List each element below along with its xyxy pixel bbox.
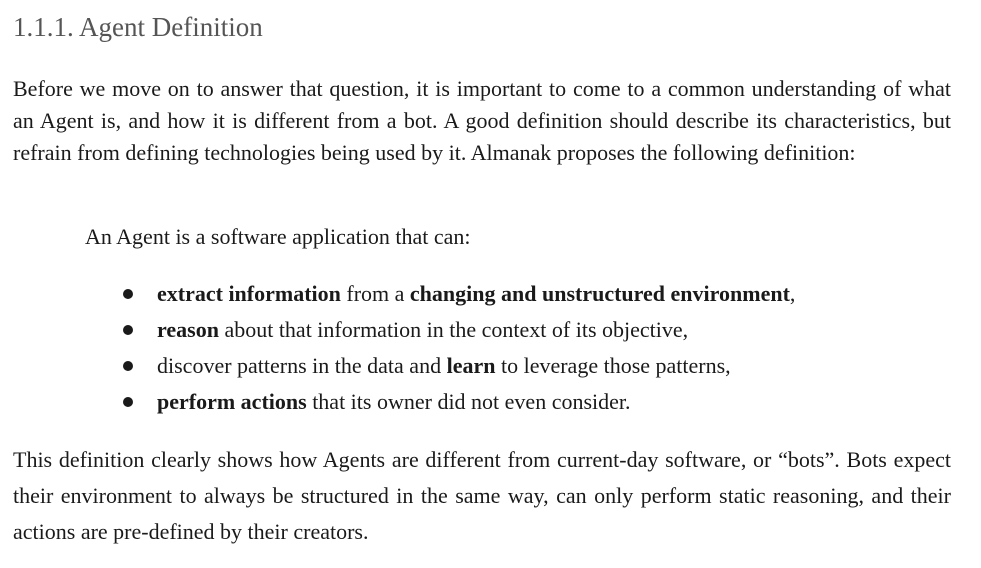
list-text: that its owner did not even consider. <box>306 389 631 414</box>
list-item <box>121 384 795 420</box>
definition-list <box>121 276 795 420</box>
conclusion-paragraph: This definition clearly shows how Agents are different from current-day software, or “bots”. Bots expect their environment to always be structured in the same way, can only perform static reasoning, and their actions are pre-defined by their creators. <box>13 447 951 544</box>
bold-text: changing and unstructured environment <box>409 281 790 306</box>
bold-text: perform actions <box>157 389 307 414</box>
section-heading: 1.1.1. Agent Definition <box>13 12 263 42</box>
bullet-icon <box>123 289 133 299</box>
bullet-icon <box>123 325 133 335</box>
bullet-icon <box>123 361 133 371</box>
list-text: , <box>789 281 796 306</box>
list-item <box>121 348 795 384</box>
list-text: from a <box>340 281 410 306</box>
list-text: to leverage those patterns, <box>495 353 731 378</box>
list-text: about that information in the context of its objective, <box>218 317 689 342</box>
bullet-icon <box>123 397 133 407</box>
bold-text: learn <box>446 353 496 378</box>
list-item <box>121 276 795 312</box>
list-item <box>121 312 795 348</box>
intro-paragraph: Before we move on to answer that question, it is important to come to a common understanding of what an Agent is, and how it is different from a bot. A good definition should describe its characteristics, but refrain from defining technologies being used by it. Almanak proposes the following definition: <box>13 76 951 165</box>
bold-text: extract information <box>157 281 341 306</box>
definition-intro: An Agent is a software application that can: <box>85 224 471 249</box>
list-text: discover patterns in the data and <box>157 353 447 378</box>
bold-text: reason <box>157 317 219 342</box>
